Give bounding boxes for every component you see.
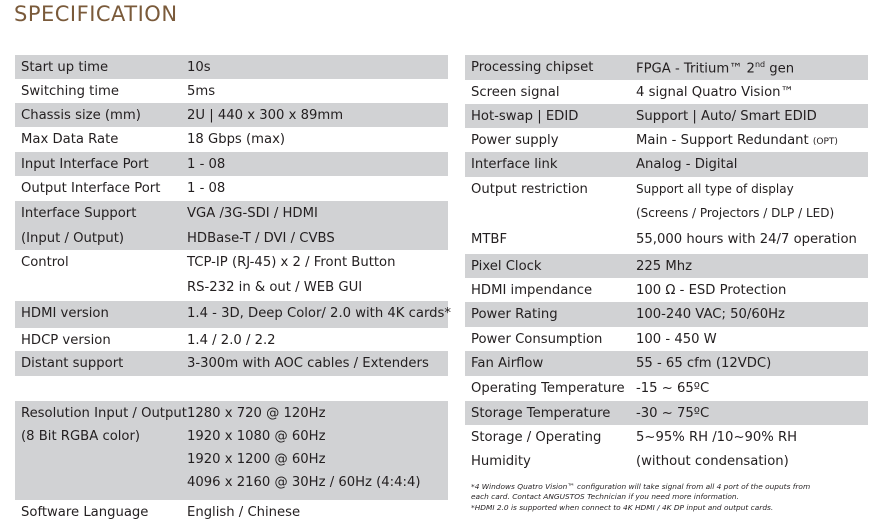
- spec-value-line: 1280 x 720 @ 120Hz: [187, 406, 326, 421]
- spec-row: [15, 401, 448, 500]
- spec-row: [15, 176, 448, 201]
- spec-label-line: Max Data Rate: [21, 132, 119, 147]
- spec-row: [15, 500, 448, 525]
- spec-label-line: Power supply: [471, 133, 559, 148]
- spec-label-line: Chassis size (mm): [21, 108, 141, 123]
- spec-row: [15, 376, 448, 401]
- spec-row: [15, 328, 448, 351]
- spec-row: [15, 351, 448, 376]
- spec-label-line: Hot-swap | EDID: [471, 109, 579, 124]
- spec-row: [465, 80, 868, 104]
- spec-value-line: 10s: [187, 60, 211, 75]
- spec-row: [465, 278, 868, 302]
- spec-value-line: 100-240 VAC; 50/60Hz: [636, 307, 785, 322]
- spec-value-line: HDBase-T / DVI / CVBS: [187, 231, 335, 246]
- spec-label-line: Distant support: [21, 356, 124, 371]
- spec-label-line: Operating Temperature: [471, 381, 625, 396]
- spec-label-line: Start up time: [21, 60, 109, 75]
- spec-value-line: 55,000 hours with 24/7 operation: [636, 232, 857, 247]
- spec-value-line: 225 Mhz: [636, 259, 693, 274]
- spec-label-line: HDCP version: [21, 333, 111, 348]
- spec-label-line: HDMI version: [21, 306, 109, 321]
- spec-label-line: Power Consumption: [471, 332, 603, 347]
- spec-value-line: 100 Ω - ESD Protection: [636, 283, 787, 298]
- footnote-line: each card. Contact ANGUSTOS Technician if you need more information.: [471, 492, 739, 501]
- spec-label-line: Output restriction: [471, 182, 588, 197]
- spec-label-line: Storage / Operating: [471, 430, 602, 445]
- spec-value-line: -15 ~ 65ºC: [636, 381, 710, 396]
- spec-value-line: 4096 x 2160 @ 30Hz / 60Hz (4:4:4): [187, 475, 421, 490]
- spec-label-line: MTBF: [471, 232, 508, 247]
- spec-value-line: Support | Auto/ Smart EDID: [636, 109, 817, 124]
- spec-label-line: Storage Temperature: [471, 406, 611, 421]
- spec-label-line: Fan Airflow: [471, 356, 544, 371]
- spec-label-line: Output Interface Port: [21, 181, 161, 196]
- spec-value-line: (without condensation): [636, 454, 789, 469]
- spec-label-line: (8 Bit RGBA color): [21, 429, 141, 444]
- spec-value-line: 100 - 450 W: [636, 332, 717, 347]
- footnote-line: *HDMI 2.0 is supported when connect to 4K HDMI / 4K DP input and output cards.: [471, 503, 774, 512]
- spec-row: [15, 103, 448, 127]
- spec-value-line: English / Chinese: [187, 505, 301, 520]
- spec-label-line: Software Language: [21, 505, 149, 520]
- spec-row: [15, 55, 448, 79]
- spec-row: [465, 227, 868, 254]
- spec-row: [465, 376, 868, 401]
- spec-row: [15, 301, 451, 328]
- spec-row: [465, 425, 868, 477]
- spec-value-line: 2U | 440 x 300 x 89mm: [187, 108, 344, 123]
- spec-label-line: Screen signal: [471, 85, 560, 100]
- footnote-line: *4 Windows Quatro Vision™ configuration will take signal from all 4 port of the ouputs from: [471, 482, 811, 491]
- spec-label-line: Pixel Clock: [471, 259, 542, 274]
- spec-value-line: 55 - 65 cfm (12VDC): [636, 356, 772, 371]
- spec-label-line: Interface Support: [21, 206, 137, 221]
- spec-row: [15, 250, 448, 301]
- spec-row: [465, 177, 868, 227]
- spec-value-line: (Screens / Projectors / DLP / LED): [636, 206, 835, 220]
- spec-label-line: Power Rating: [471, 307, 558, 322]
- spec-label-line: Control: [21, 255, 69, 270]
- spec-row: [465, 254, 868, 278]
- spec-label-line: HDMI impendance: [471, 283, 593, 298]
- spec-label-line: Interface link: [471, 157, 558, 172]
- spec-value-line: 5ms: [187, 84, 216, 99]
- spec-label-line: Processing chipset: [471, 60, 594, 75]
- spec-label-line: Input Interface Port: [21, 157, 149, 172]
- spec-row: [465, 401, 868, 425]
- spec-row: [15, 201, 448, 250]
- spec-value-line: TCP-IP (RJ-45) x 2 / Front Button: [187, 255, 396, 270]
- spec-row: [465, 327, 868, 351]
- spec-row: [465, 55, 868, 80]
- spec-label-line: Switching time: [21, 84, 119, 99]
- page-title: SPECIFICATION: [14, 2, 178, 26]
- spec-value-line: 1920 x 1080 @ 60Hz: [187, 429, 326, 444]
- spec-value-line: FPGA - Tritium™ 2nd gen: [636, 60, 795, 77]
- spec-value-line: -30 ~ 75ºC: [636, 406, 710, 421]
- spec-value-line: Analog - Digital: [636, 157, 738, 172]
- spec-row: [15, 79, 448, 103]
- spec-value-line: 1.4 / 2.0 / 2.2: [187, 333, 276, 348]
- spec-label-line: Humidity: [471, 454, 531, 469]
- spec-value-line: 1.4 - 3D, Deep Color/ 2.0 with 4K cards*: [187, 306, 451, 321]
- spec-row: [15, 127, 448, 151]
- spec-value-line: Main - Support Redundant (OPT): [636, 133, 838, 148]
- spec-label-line: (Input / Output): [21, 231, 125, 246]
- spec-row: [465, 302, 868, 327]
- spec-value-line: RS-232 in & out / WEB GUI: [187, 280, 363, 295]
- spec-row: [465, 128, 868, 152]
- spec-row: [15, 152, 448, 176]
- spec-value-line: 3-300m with AOC cables / Extenders: [187, 356, 429, 371]
- spec-value-line: 5~95% RH /10~90% RH: [636, 430, 798, 445]
- spec-value-line: 1 - 08: [187, 181, 226, 196]
- spec-row: [465, 104, 868, 128]
- spec-value-line: Support all type of display: [636, 182, 794, 196]
- spec-row: [465, 152, 868, 177]
- spec-value-line: VGA /3G-SDI / HDMI: [187, 206, 318, 221]
- spec-label-line: Resolution Input / Output: [21, 406, 187, 421]
- spec-value-line: 1920 x 1200 @ 60Hz: [187, 452, 326, 467]
- spec-value-line: 4 signal Quatro Vision™: [636, 85, 794, 100]
- spec-row: [465, 351, 868, 376]
- spec-value-line: 1 - 08: [187, 157, 226, 172]
- spec-value-line: 18 Gbps (max): [187, 132, 286, 147]
